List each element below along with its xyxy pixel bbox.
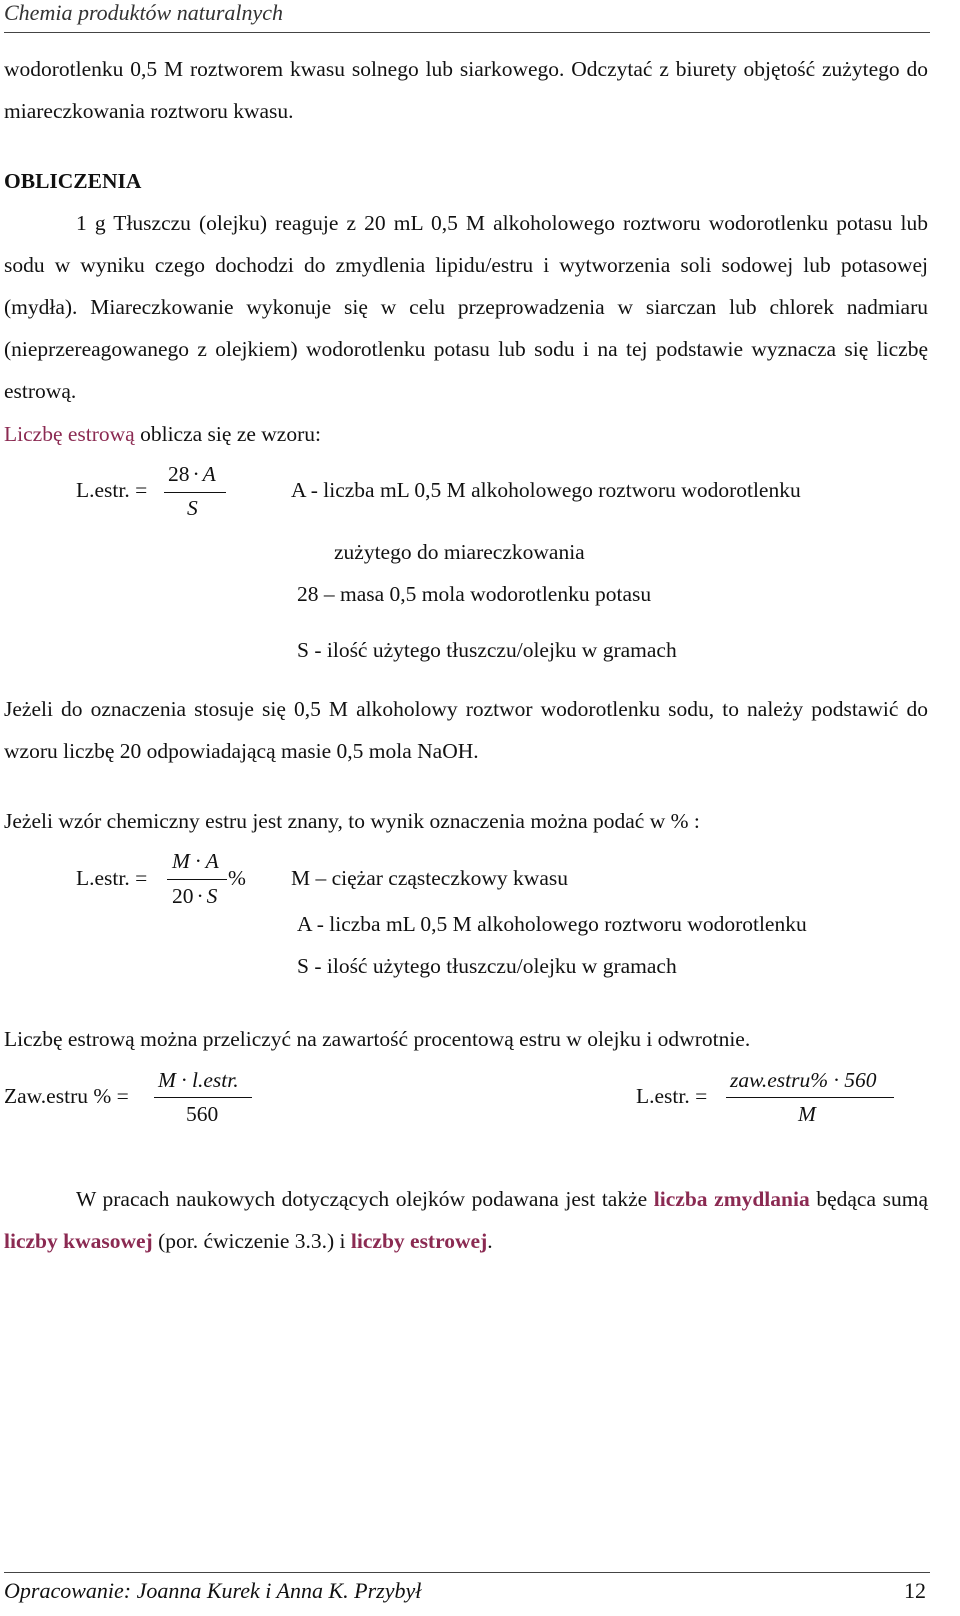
- definition-s: S - ilość użytego tłuszczu/olejku w gramach: [297, 638, 677, 662]
- definition-28: 28 – masa 0,5 mola wodorotlenku potasu: [297, 582, 652, 606]
- formula-denominator: S: [187, 496, 198, 520]
- formula-numerator: [168, 462, 216, 487]
- section-heading: OBLICZENIA: [4, 169, 142, 193]
- term-saponification-number: liczba zmydlania: [653, 1187, 810, 1211]
- fraction-line-3: [154, 1097, 252, 1098]
- definition-a: A - liczba mL 0,5 M alkoholowego roztworu wodorotlenku: [291, 478, 801, 502]
- p7-text-d: .: [487, 1229, 493, 1253]
- den-s: S: [206, 884, 218, 908]
- formula2-percent: %: [228, 866, 246, 890]
- formula-lhs: L.estr. =: [76, 478, 148, 502]
- p7-text-c: (por. ćwiczenie 3.3.) i: [152, 1229, 351, 1253]
- paragraph-naoh: Jeżeli do oznaczenia stosuje się 0,5 M alkoholowy roztwor wodorotlenku sodu, to należy podstawić do wzoru liczbę 20 odpowiadającą masie 0,5 mola NaOH.: [4, 697, 928, 763]
- formula4-numerator: zaw.estru% · 560: [730, 1068, 877, 1092]
- footer-rule: [4, 1572, 930, 1573]
- header-rule: [4, 32, 930, 33]
- formula2-numerator: M · A: [172, 849, 219, 873]
- num-28: 28: [168, 462, 190, 486]
- formula4-denominator: M: [798, 1102, 816, 1126]
- formula3-denominator: 560: [186, 1102, 219, 1126]
- den-20: 20: [172, 884, 194, 908]
- num-a: A: [202, 462, 216, 486]
- definition-m: M – ciężar cząsteczkowy kwasu: [291, 866, 568, 890]
- paragraph-calculations: 1 g Tłuszczu (olejku) reaguje z 20 mL 0,5 M alkoholowego roztworu wodorotlenku potasu lub sodu w wyniku czego dochodzi do zmydlenia lipidu/estru i wytworzenia soli sodowej lub potasowej (mydła). Miareczkowanie wykonuje się w celu przeprowadzenia w siarczan lub chlorek nadmiaru (nieprzereagowanego z olejkiem) wodorotlenku potasu lub sodu i na tej podstawie wyznacza się liczbę estrową.: [4, 211, 928, 403]
- formula3-numerator: M · l.estr.: [158, 1068, 239, 1092]
- formula2-denominator: 20 · S: [172, 884, 218, 908]
- paragraph-continuation: wodorotlenku 0,5 M roztworem kwasu solnego lub siarkowego. Odczytać z biurety objętość zużytego do miareczkowania roztworu kwasu.: [4, 57, 928, 123]
- definition-a-cont: zużytego do miareczkowania: [334, 540, 585, 564]
- paragraph-conversion: Liczbę estrową można przeliczyć na zawartość procentową estru w olejku i odwrotnie.: [4, 1027, 751, 1051]
- fraction-line-2: [167, 879, 227, 880]
- term-ester-number: Liczbę estrową: [4, 422, 135, 446]
- num-dot: ·: [192, 462, 200, 486]
- definition-s-2: S - ilość użytego tłuszczu/olejku w gramach: [297, 954, 677, 978]
- running-header: Chemia produktów naturalnych: [4, 0, 284, 25]
- formula3-lhs: Zaw.estru % =: [4, 1084, 129, 1108]
- fraction-line-4: [726, 1097, 894, 1098]
- page-number: 12: [904, 1578, 926, 1603]
- formula-intro-text: oblicza się ze wzoru:: [134, 422, 321, 446]
- term-ester-number-2: liczby estrowej: [350, 1229, 488, 1253]
- definition-a-2: A - liczba mL 0,5 M alkoholowego roztworu wodorotlenku: [297, 912, 807, 936]
- formula2-lhs: L.estr. =: [76, 866, 148, 890]
- formula-intro: [4, 413, 321, 455]
- fraction-line: [164, 492, 226, 493]
- p7-text-a: W pracach naukowych dotyczących olejków podawana jest także: [76, 1187, 654, 1211]
- paragraph-saponification: [4, 1178, 928, 1262]
- paragraph-percent: Jeżeli wzór chemiczny estru jest znany, to wynik oznaczenia można podać w % :: [4, 809, 700, 833]
- formula4-lhs: L.estr. =: [636, 1084, 708, 1108]
- term-acid-number: liczby kwasowej: [4, 1229, 153, 1253]
- footer-authors: Opracowanie: Joanna Kurek i Anna K. Przybył: [4, 1578, 422, 1603]
- p7-text-b: będąca sumą: [809, 1187, 928, 1211]
